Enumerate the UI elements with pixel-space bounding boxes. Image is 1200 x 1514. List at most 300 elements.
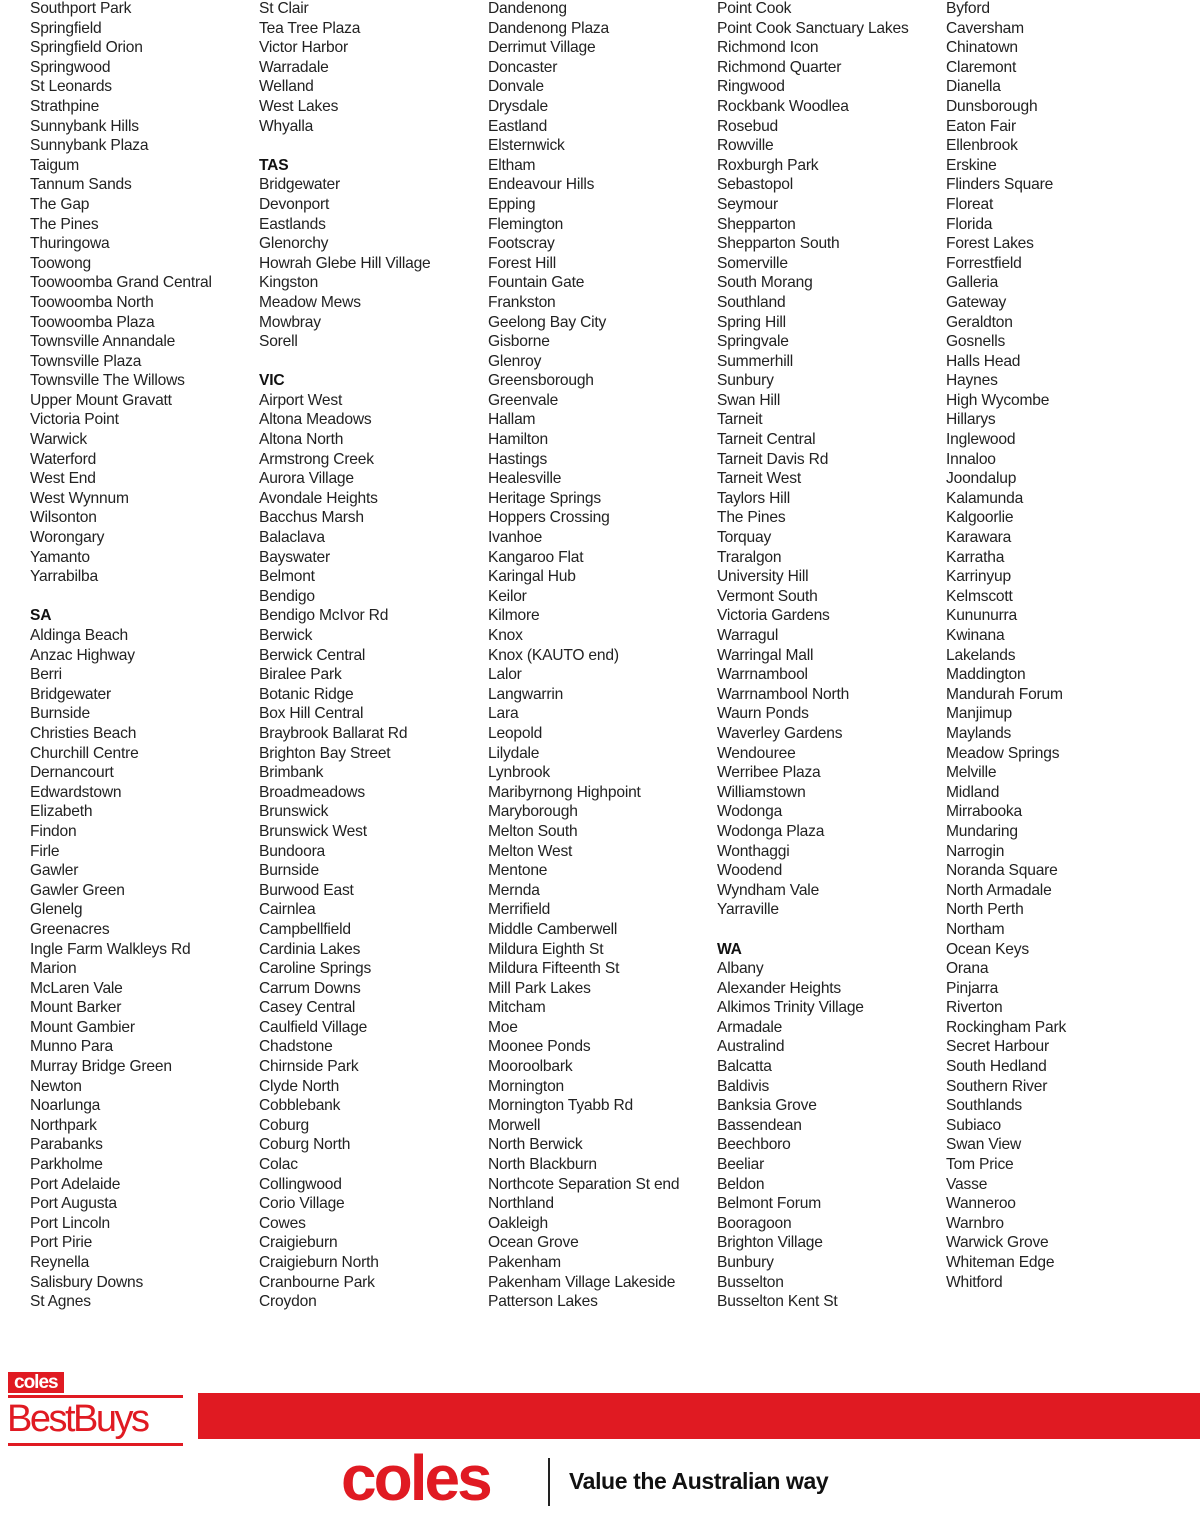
store-name: Gateway [946,293,1007,311]
store-name: Shepparton [717,215,796,233]
store-name: Rosebud [717,117,779,135]
store-name: Tom Price [946,1156,1014,1174]
store-name: Southlands [946,1097,1023,1115]
store-name: Morwell [488,1116,541,1134]
store-name: Townsville Plaza [30,352,142,370]
store-name: St Clair [259,0,309,17]
best-buys-wordmark: BestBuys [7,1398,148,1440]
store-name: Secret Harbour [946,1038,1049,1056]
store-name: Wilsonton [30,509,97,527]
store-name: Whyalla [259,117,314,135]
store-name: Brunswick West [259,822,367,840]
store-name: Burnside [30,705,90,723]
store-name: Banksia Grove [717,1097,817,1115]
store-name: Worongary [30,529,105,547]
store-name: Mildura Eighth St [488,940,604,958]
store-name: Mount Gambier [30,1018,135,1036]
store-name: Victoria Gardens [717,607,830,625]
store-name: Bendigo [259,587,315,605]
store-name: Wendouree [717,744,796,762]
store-name: Florida [946,215,993,233]
store-name: Howrah Glebe Hill Village [259,254,431,272]
store-name: Townsville The Willows [30,372,185,390]
store-name: Bridgewater [259,176,341,194]
store-name: Endeavour Hills [488,176,595,194]
store-name: Tannum Sands [30,176,132,194]
best-buys-logo [8,1372,186,1446]
best-buys-bottom-rule [8,1443,183,1446]
store-name: Cairnlea [259,901,316,919]
store-name: Caroline Springs [259,960,372,978]
store-name: Middle Camberwell [488,920,618,938]
store-name: Springvale [717,333,789,351]
store-name: Edwardstown [30,783,122,801]
store-name: Findon [30,822,77,840]
store-name: Bundoora [259,842,326,860]
store-name: Pakenham Village Lakeside [488,1273,676,1291]
store-name: Narrogin [946,842,1005,860]
store-name: Dunsborough [946,97,1038,115]
store-name: Ingle Farm Walkleys Rd [30,940,191,958]
store-name: Beldon [717,1175,765,1193]
store-name: Kalamunda [946,489,1024,507]
store-name: North Perth [946,901,1024,919]
store-name: Seymour [717,195,778,213]
store-name: Braybrook Ballarat Rd [259,724,408,742]
store-name: Whitford [946,1273,1003,1291]
store-name: Strathpine [30,97,100,115]
store-name: Maribyrnong Highpoint [488,783,641,801]
store-name: Greensborough [488,372,594,390]
store-name: Ringwood [717,78,785,96]
store-name: Erskine [946,156,997,174]
store-name: Wyndham Vale [717,881,820,899]
store-name: Thuringowa [30,235,110,253]
store-name: Eaton Fair [946,117,1016,135]
store-name: Toowoomba Plaza [30,313,155,331]
store-name: Manjimup [946,705,1012,723]
store-name: Innaloo [946,450,996,468]
store-name: Mandurah Forum [946,685,1063,703]
store-name: Tea Tree Plaza [259,19,361,37]
store-name: Mooroolbark [488,1058,573,1076]
store-name: North Blackburn [488,1156,597,1174]
store-name: Summerhill [717,352,793,370]
store-name: Victor Harbor [259,39,348,57]
store-name: Port Lincoln [30,1214,110,1232]
store-name: Pinjarra [946,979,999,997]
store-name: Point Cook Sanctuary Lakes [717,19,909,37]
store-name: Munno Para [30,1038,113,1056]
store-name: Tarneit West [717,470,801,488]
store-name: Booragoon [717,1214,792,1232]
store-name: Flinders Square [946,176,1054,194]
store-name: Gawler Green [30,881,125,899]
store-name: Devonport [259,195,330,213]
store-name: Lilydale [488,744,540,762]
store-name: Belmont Forum [717,1195,821,1213]
store-name: Reynella [30,1254,90,1271]
store-name: South Morang [717,274,813,292]
store-name: Karingal Hub [488,568,576,586]
store-name: Maddington [946,666,1026,684]
store-name: Orana [946,960,989,978]
store-name: The Pines [717,509,786,527]
store-name: Cobblebank [259,1097,341,1115]
store-name: Tarneit [717,411,763,429]
store-name: Alkimos Trinity Village [717,999,864,1017]
store-name: Floreat [946,195,994,213]
store-name: Noarlunga [30,1097,101,1115]
store-name: Mentone [488,862,548,880]
store-name: Gawler [30,862,79,880]
store-name: Springwood [30,58,111,76]
store-name: Mildura Fifteenth St [488,960,620,978]
store-name: Springfield Orion [30,39,143,57]
store-name: Karrinyup [946,568,1011,586]
store-name: Kilmore [488,607,540,625]
store-name: Lalor [488,666,522,684]
store-name: Toowong [30,254,92,272]
store-name: Midland [946,783,1000,801]
store-name: Hallam [488,411,536,429]
store-name: Altona North [259,431,344,449]
store-name: Glenroy [488,352,542,370]
store-name: Rockingham Park [946,1018,1067,1036]
store-name: Wonthaggi [717,842,790,860]
store-name: Springfield [30,19,102,37]
store-name: Lynbrook [488,764,550,782]
store-name: Christies Beach [30,724,137,742]
store-name: Parkholme [30,1156,103,1174]
store-name: Southern River [946,1077,1048,1095]
store-name: Eastland [488,117,548,135]
store-name: University Hill [717,568,809,586]
store-name: Forest Lakes [946,235,1034,253]
store-name: Warradale [259,58,329,76]
store-name: Dianella [946,78,1001,96]
store-name: Wanneroo [946,1195,1016,1213]
store-name: Derrimut Village [488,39,596,57]
store-name: Burwood East [259,881,354,899]
store-name: Ivanhoe [488,529,543,547]
store-name: Berri [30,666,62,684]
state-heading: WA [717,940,742,958]
store-name: Brighton Village [717,1234,823,1252]
store-name: Clyde North [259,1077,340,1095]
store-name: Geelong Bay City [488,313,607,331]
store-name: Toowoomba North [30,293,154,311]
store-name: Noranda Square [946,862,1058,880]
store-name: Fountain Gate [488,274,585,292]
store-name: Welland [259,78,314,96]
store-column-4 [717,0,946,1312]
store-name: Port Augusta [30,1195,117,1213]
store-name: Karratha [946,548,1005,566]
store-name: Port Adelaide [30,1175,121,1193]
store-name: Drysdale [488,97,548,115]
store-name: Corio Village [259,1195,345,1213]
store-name: Melton South [488,822,578,840]
store-name: Busselton Kent St [717,1293,838,1311]
store-name: Campbellfield [259,920,351,938]
store-name: Meadow Springs [946,744,1060,762]
store-name: West Wynnum [30,489,129,507]
store-name: Melville [946,764,997,782]
store-name: Haynes [946,372,998,390]
store-name: Lara [488,705,519,723]
state-heading: TAS [259,156,289,174]
store-name: Hamilton [488,431,548,449]
store-name: Ocean Grove [488,1234,579,1252]
store-name: Heritage Springs [488,489,601,507]
store-name: Tarneit Davis Rd [717,450,829,468]
store-name: Toowoomba Grand Central [30,274,212,292]
store-name: Point Cook [717,0,792,17]
store-column-5 [946,0,1175,1292]
store-name: Northland [488,1195,554,1213]
spacer [259,352,488,372]
store-name: Galleria [946,274,999,292]
store-name: Balaclava [259,529,325,547]
store-name: Craigieburn North [259,1254,379,1271]
store-name: Lakelands [946,646,1016,664]
store-name: Warragul [717,627,779,644]
store-column-1 [30,0,259,1312]
store-name: Murray Bridge Green [30,1058,172,1076]
store-name: Yamanto [30,548,90,566]
store-name: Vasse [946,1175,988,1193]
store-name: Gosnells [946,333,1006,351]
store-name: Waverley Gardens [717,724,843,742]
store-name: Colac [259,1156,298,1174]
store-name: Oakleigh [488,1214,548,1232]
store-name: The Pines [30,215,99,233]
store-name: Epping [488,195,536,213]
state-heading: VIC [259,372,285,390]
store-name: Baldivis [717,1077,770,1095]
store-name: High Wycombe [946,391,1050,409]
store-name: West End [30,470,96,488]
store-name: Mornington [488,1077,565,1095]
store-name: Shepparton South [717,235,840,253]
store-name: Croydon [259,1293,317,1311]
store-name: Box Hill Central [259,705,364,723]
store-name: Waterford [30,450,97,468]
store-name: Caulfield Village [259,1018,368,1036]
store-name: Glenorchy [259,235,329,253]
store-name: Riverton [946,999,1003,1017]
store-name: Airport West [259,391,343,409]
store-name: St Leonards [30,78,112,96]
store-name: Traralgon [717,548,782,566]
store-name: Bayswater [259,548,330,566]
store-name: Carrum Downs [259,979,361,997]
store-name: Whiteman Edge [946,1254,1055,1271]
store-name: Spring Hill [717,313,786,331]
store-name: Flemington [488,215,564,233]
store-name: Beeliar [717,1156,765,1174]
store-name: Craigieburn [259,1234,338,1252]
store-name: Geraldton [946,313,1013,331]
store-name: Kalgoorlie [946,509,1014,527]
store-name: Alexander Heights [717,979,842,997]
store-name: Frankston [488,293,556,311]
store-name: Marion [30,960,77,978]
store-name: Wodonga Plaza [717,822,825,840]
store-name: Altona Meadows [259,411,372,429]
store-name: Chadstone [259,1038,333,1056]
store-name: Kununurra [946,607,1018,625]
store-name: Mirrabooka [946,803,1022,821]
store-name: Cranbourne Park [259,1273,375,1291]
store-name: Yarraville [717,901,779,919]
store-name: Armstrong Creek [259,450,374,468]
store-name: Hillarys [946,411,996,429]
store-name: North Armadale [946,881,1052,899]
store-name: Eastlands [259,215,326,233]
store-name: Leopold [488,724,543,742]
store-name: Vermont South [717,587,818,605]
store-name: Swan Hill [717,391,781,409]
store-name: Botanic Ridge [259,685,354,703]
store-name: Donvale [488,78,544,96]
store-name: Brunswick [259,803,329,821]
store-name: Sunnybank Plaza [30,137,149,155]
store-name: Merrifield [488,901,551,919]
store-name: Port Pirie [30,1234,93,1252]
store-name: Coburg [259,1116,309,1134]
store-name: Melton West [488,842,573,860]
tagline: Value the Australian way [569,1468,829,1494]
coles-logo: coles [341,1442,490,1514]
store-name: Balcatta [717,1058,772,1076]
store-name: Chirnside Park [259,1058,359,1076]
store-name: Parabanks [30,1136,103,1154]
store-name: Newton [30,1077,82,1095]
store-name: Pakenham [488,1254,561,1271]
store-name: Berwick Central [259,646,366,664]
store-name: Bendigo McIvor Rd [259,607,389,625]
store-name: Hoppers Crossing [488,509,610,527]
store-name: Hastings [488,450,548,468]
store-name: Bridgewater [30,685,112,703]
store-name: Mill Park Lakes [488,979,591,997]
store-name: Somerville [717,254,788,272]
store-name: Byford [946,0,990,17]
store-name: Wodonga [717,803,783,821]
store-name: Taigum [30,156,80,174]
store-name: North Berwick [488,1136,583,1154]
store-name: Southport Park [30,0,132,17]
store-name: Mowbray [259,313,321,331]
store-name: Northcote Separation St end [488,1175,680,1193]
store-name: South Hedland [946,1058,1047,1076]
store-name: Cowes [259,1214,306,1232]
store-name: Knox (KAUTO end) [488,646,619,664]
store-name: Brimbank [259,764,324,782]
store-name: Avondale Heights [259,489,378,507]
store-name: Chinatown [946,39,1018,57]
store-name: Keilor [488,587,527,605]
store-name: Ellenbrook [946,137,1018,155]
store-name: Northam [946,920,1005,938]
store-name: Moe [488,1018,518,1036]
store-name: Mornington Tyabb Rd [488,1097,634,1115]
store-name: Warrnambool [717,666,808,684]
store-name: Townsville Annandale [30,333,176,351]
store-name: Williamstown [717,783,806,801]
store-name: Mount Barker [30,999,122,1017]
store-name: Kingston [259,274,319,292]
store-name: Woodend [717,862,783,880]
store-name: Churchill Centre [30,744,139,762]
store-name: Gisborne [488,333,550,351]
store-name: Sunbury [717,372,774,390]
store-name: Australind [717,1038,785,1056]
store-column-3 [488,0,717,1312]
state-heading: SA [30,607,52,625]
store-name: Firle [30,842,60,860]
store-name: Dernancourt [30,764,114,782]
store-name: Berwick [259,627,313,644]
store-name: Albany [717,960,764,978]
store-name: Casey Central [259,999,356,1017]
store-name: Bacchus Marsh [259,509,364,527]
store-name: Waurn Ponds [717,705,809,723]
store-name: Cardinia Lakes [259,940,361,958]
store-name: Greenacres [30,920,110,938]
store-name: Aurora Village [259,470,354,488]
store-name: Sunnybank Hills [30,117,139,135]
store-name: Warringal Mall [717,646,814,664]
store-name: Claremont [946,58,1017,76]
store-name: Subiaco [946,1116,1001,1134]
store-name: Elizabeth [30,803,93,821]
store-name: Forest Hill [488,254,556,272]
store-name: Coburg North [259,1136,351,1154]
store-name: Armadale [717,1018,783,1036]
store-name: Kangaroo Flat [488,548,584,566]
store-name: Bunbury [717,1254,774,1271]
store-name: Busselton [717,1273,784,1291]
store-name: Belmont [259,568,315,586]
store-name: Joondalup [946,470,1017,488]
red-banner [198,1393,1200,1439]
store-name: Kelmscott [946,587,1013,605]
store-name: Warrnambool North [717,685,850,703]
footer [0,1360,1200,1513]
store-name: The Gap [30,195,90,213]
store-name: Doncaster [488,58,558,76]
store-name: Rowville [717,137,774,155]
store-name: Greenvale [488,391,559,409]
store-name: Elsternwick [488,137,565,155]
store-name: Mundaring [946,822,1018,840]
store-name: Swan View [946,1136,1022,1154]
store-name: Patterson Lakes [488,1293,598,1311]
store-name: Collingwood [259,1175,342,1193]
store-name: Anzac Highway [30,646,135,664]
store-name: Sebastopol [717,176,794,194]
store-name: Rockbank Woodlea [717,97,849,115]
store-name: Salisbury Downs [30,1273,144,1291]
spacer [717,920,946,940]
store-name: Victoria Point [30,411,119,429]
store-name: Ocean Keys [946,940,1029,958]
best-buys-coles-badge: coles [8,1372,64,1393]
store-name: Roxburgh Park [717,156,819,174]
